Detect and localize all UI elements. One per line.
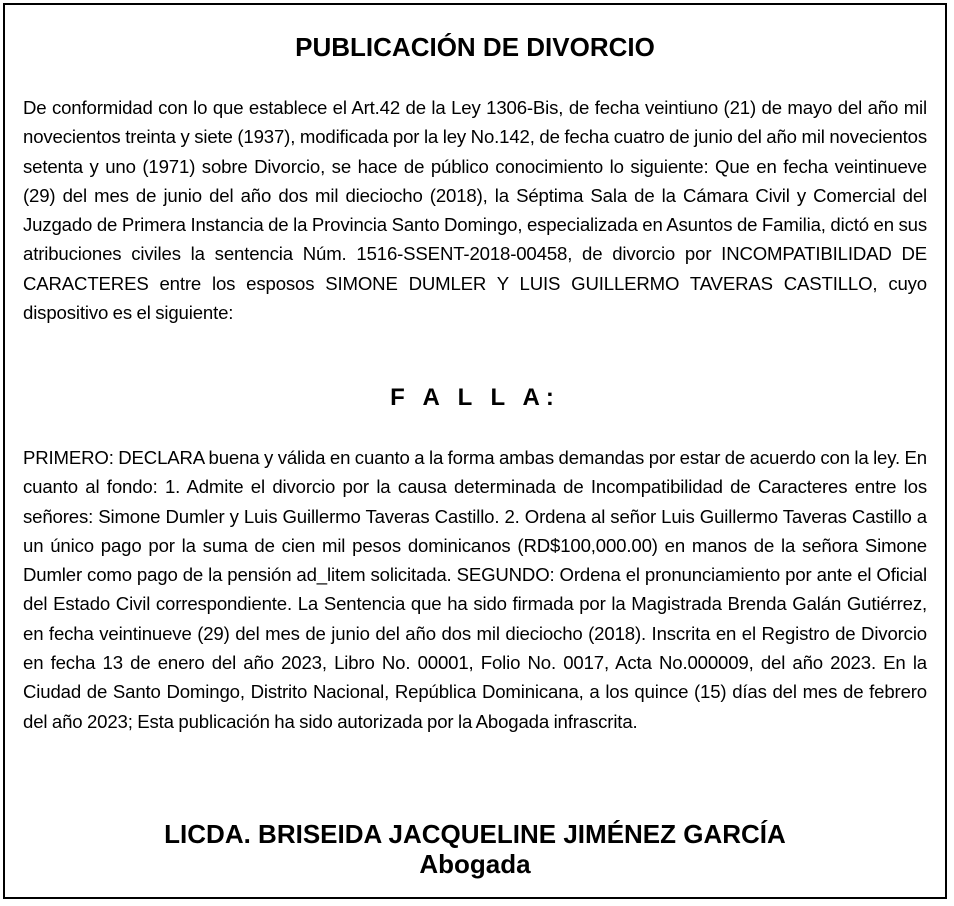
divorce-notice [3,3,947,899]
signature-block [23,819,927,879]
intro-paragraph: De conformidad con lo que establece el Art.42 de la Ley 1306-Bis, de fecha veintiuno (21) de mayo del año mil novecientos treinta y siete (1937), modificada por la ley No.142, de fecha cuatro de junio del año mil novecientos setenta y uno (1971) sobre Divorcio, se hace de público conocimiento lo siguiente: Que en fecha veintinueve (29) del mes de junio del año dos mil dieciocho (2018), la Séptima Sala de la Cámara Civil y Comercial del Juzgado de Primera Instancia de la Provincia Santo Domingo, especializada en Asuntos de Familia, dictó en sus atribuciones civiles la sentencia Núm. 1516-SSENT-2018-00458, de divorcio por INCOMPATIBILIDAD DE CARACTERES entre los esposos SIMONE DUMLER Y LUIS GUILLERMO TAVERAS CASTILLO, cuyo dispositivo es el siguiente: [23,97,927,324]
ruling-heading: F A L L A: [390,384,560,411]
signature-name: LICDA. BRISEIDA JACQUELINE JIMÉNEZ GARCÍA [164,819,786,849]
ruling-paragraph: PRIMERO: DECLARA buena y válida en cuanto a la forma ambas demandas por estar de acuerdo con la ley. En cuanto al fondo: 1. Admite el divorcio por la causa determinada de Incompatibilidad de Caracteres entre los señores: Simone Dumler y Luis Guillermo Taveras Castillo. 2. Ordena al señor Luis Guillermo Taveras Castillo a un único pago por la suma de cien mil pesos dominicanos (RD$100,000.00) en manos de la señora Simone Dumler como pago de la pensión ad_litem solicitada. SEGUNDO: Ordena el pronunciamiento por ante el Oficial del Estado Civil correspondiente. La Sentencia que ha sido firmada por la Magistrada Brenda Galán Gutiérrez, en fecha veintinueve (29) del mes de junio del año dos mil dieciocho (2018). Inscrita en el Registro de Divorcio en fecha 13 de enero del año 2023, Libro No. 00001, Folio No. 0017, Acta No.000009, del año 2023. En la Ciudad de Santo Domingo, Distrito Nacional, República Dominicana, a los quince (15) días del mes de febrero del año 2023; Esta publicación ha sido autorizada por la Abogada infrascrita. [23,447,927,732]
signature-role: Abogada [419,849,531,879]
notice-content [23,5,927,897]
notice-title: PUBLICACIÓN DE DIVORCIO [295,32,655,62]
